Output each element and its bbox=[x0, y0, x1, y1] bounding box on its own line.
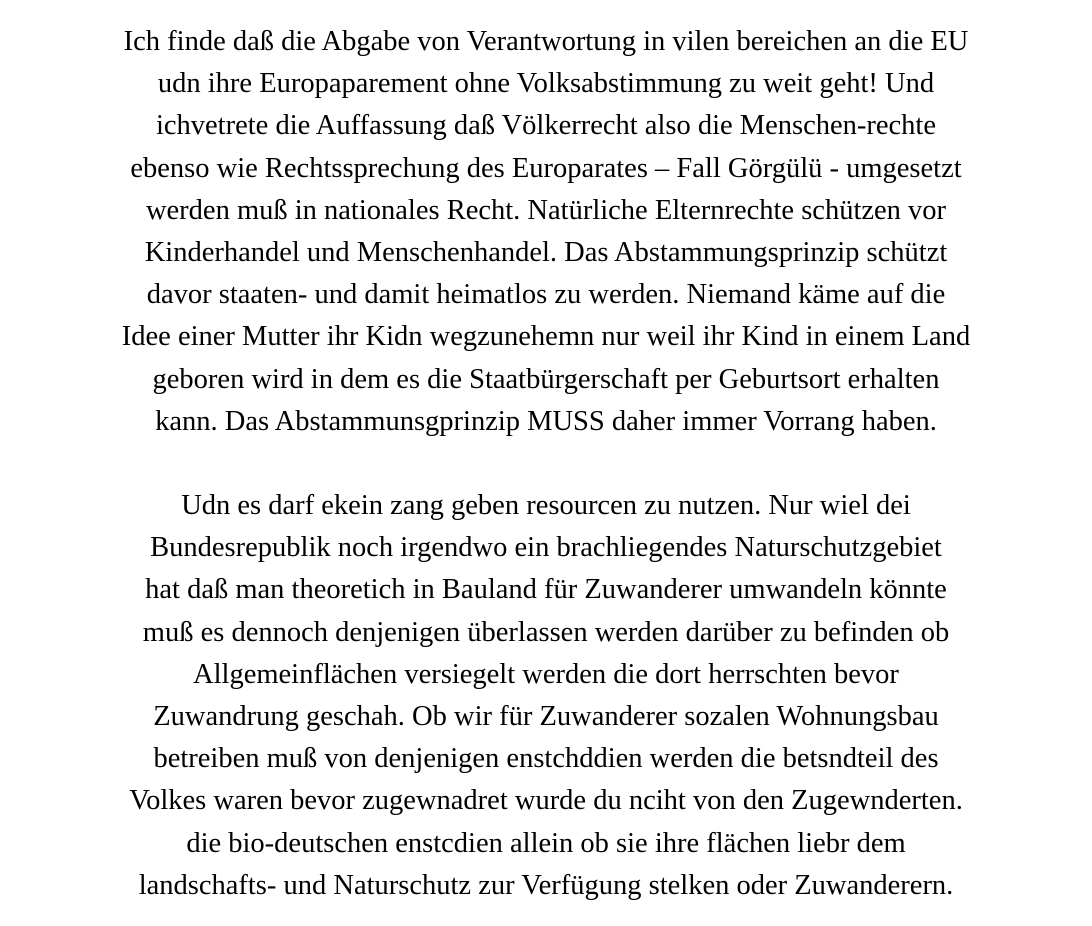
text-line: Ich finde daß die Abgabe von Verantwortung in vilen bereichen an die EU bbox=[123, 26, 969, 57]
text-line: davor staaten- und damit heimatlos zu werden. Niemand käme auf die bbox=[146, 279, 946, 311]
text-line: kann. Das Abstammunsgprinzip MUSS daher immer Vorrang haben. bbox=[155, 405, 937, 437]
text-line: landschafts- und Naturschutz zur Verfügung stelken oder Zuwanderern. bbox=[138, 869, 954, 901]
text-line: ebenso wie Rechtssprechung des Europarates – Fall Görgülü - umgesetzt bbox=[130, 152, 962, 184]
text-line: Idee einer Mutter ihr Kidn wegzunehemn nur weil ihr Kind in einem Land bbox=[121, 321, 971, 353]
text-line: ichvetrete die Auffassung daß Völkerrecht also die Menschen-rechte bbox=[155, 110, 937, 142]
text-line: muß es dennoch denjenigen überlassen werden darüber zu befinden ob bbox=[142, 616, 950, 648]
text-line: Bundesrepublik noch irgendwo ein brachliegendes Naturschutzgebiet bbox=[150, 532, 942, 564]
text-line: Allgemeinflächen versiegelt werden die dort herrschten bevor bbox=[193, 658, 899, 690]
paragraph-gap bbox=[0, 443, 1092, 485]
text-line: udn ihre Europaparement ohne Volksabstimmung zu weit geht! Und bbox=[157, 68, 935, 100]
text-line: die bio-deutschen enstcdien allein ob sie ihre flächen liebr dem bbox=[186, 827, 906, 859]
text-line: Zuwandrung geschah. Ob wir für Zuwanderer sozalen Wohnungsbau bbox=[153, 701, 939, 732]
text-line: hat daß man theoretich in Bauland für Zuwanderer umwandeln könnte bbox=[145, 574, 947, 606]
paragraph-1 bbox=[0, 21, 1092, 443]
text-line: Volkes waren bevor zugewnadret wurde du nciht von den Zugewnderten. bbox=[129, 785, 963, 817]
text-line: geboren wird in dem es die Staatbürgerschaft per Geburtsort erhalten bbox=[152, 363, 940, 395]
text-line: betreiben muß von denjenigen enstchddien werden die betsndteil des bbox=[153, 743, 939, 775]
text-line: Kinderhandel und Menschenhandel. Das Abstammungsprinzip schützt bbox=[144, 236, 948, 268]
text-line: werden muß in nationales Recht. Natürliche Elternrechte schützen vor bbox=[145, 194, 947, 226]
text-line: Udn es darf ekein zang geben resourcen zu nutzen. Nur wiel dei bbox=[181, 490, 911, 522]
paragraph-2 bbox=[0, 485, 1092, 907]
